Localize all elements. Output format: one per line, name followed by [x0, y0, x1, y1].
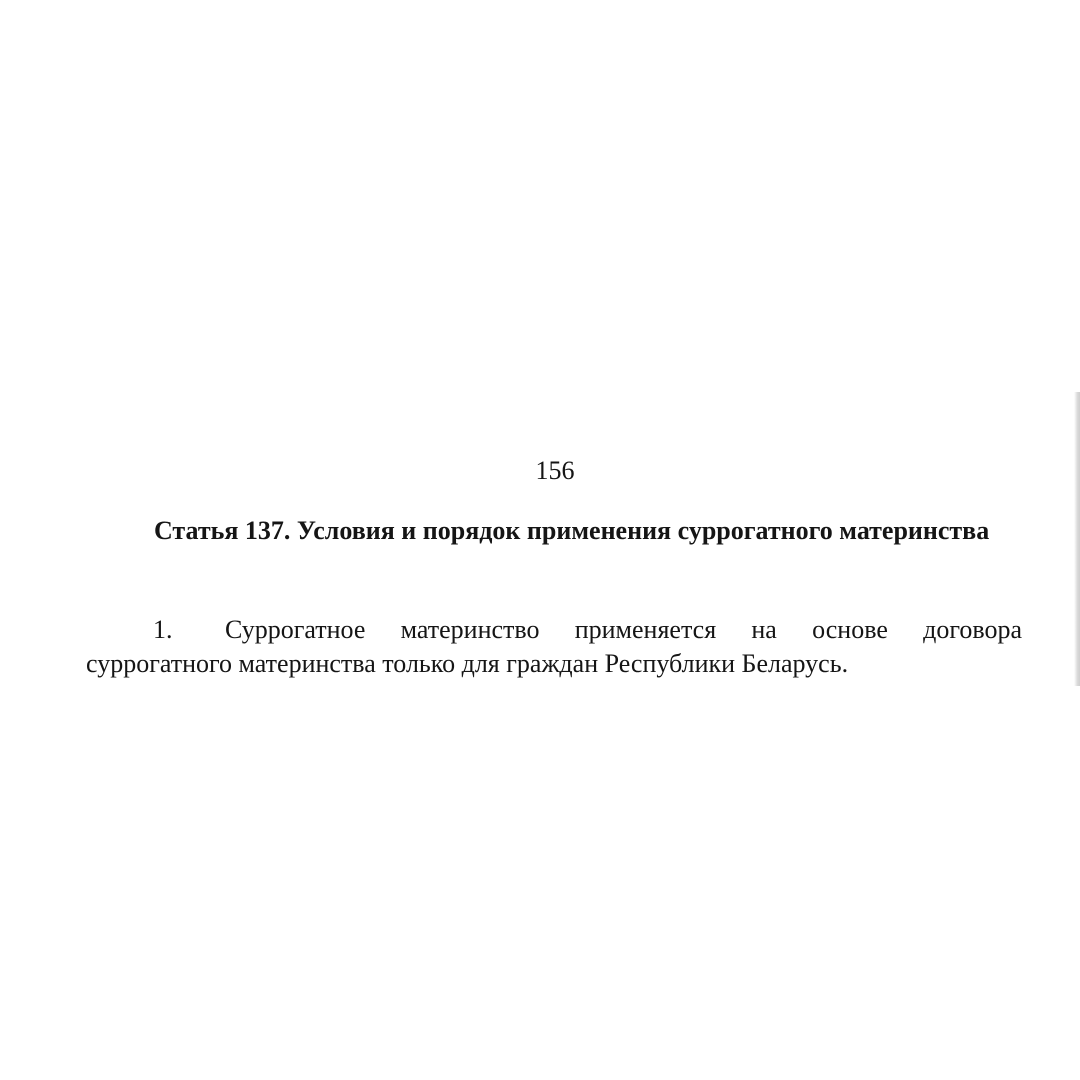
page-edge-shadow: [1074, 392, 1080, 686]
article-heading: Статья 137. Условия и порядок применения суррогатного материнства: [154, 516, 990, 545]
paragraph-first-line: [86, 613, 1022, 647]
article-paragraph: [86, 613, 1022, 681]
paragraph-number: 1.: [153, 615, 173, 644]
paragraph-text-continuation: суррогатного материнства только для граждан Республики Беларусь.: [86, 649, 849, 678]
page-number: 156: [535, 456, 575, 485]
paragraph-text-start: Суррогатное материнство применяется на основе договора: [225, 615, 1022, 644]
